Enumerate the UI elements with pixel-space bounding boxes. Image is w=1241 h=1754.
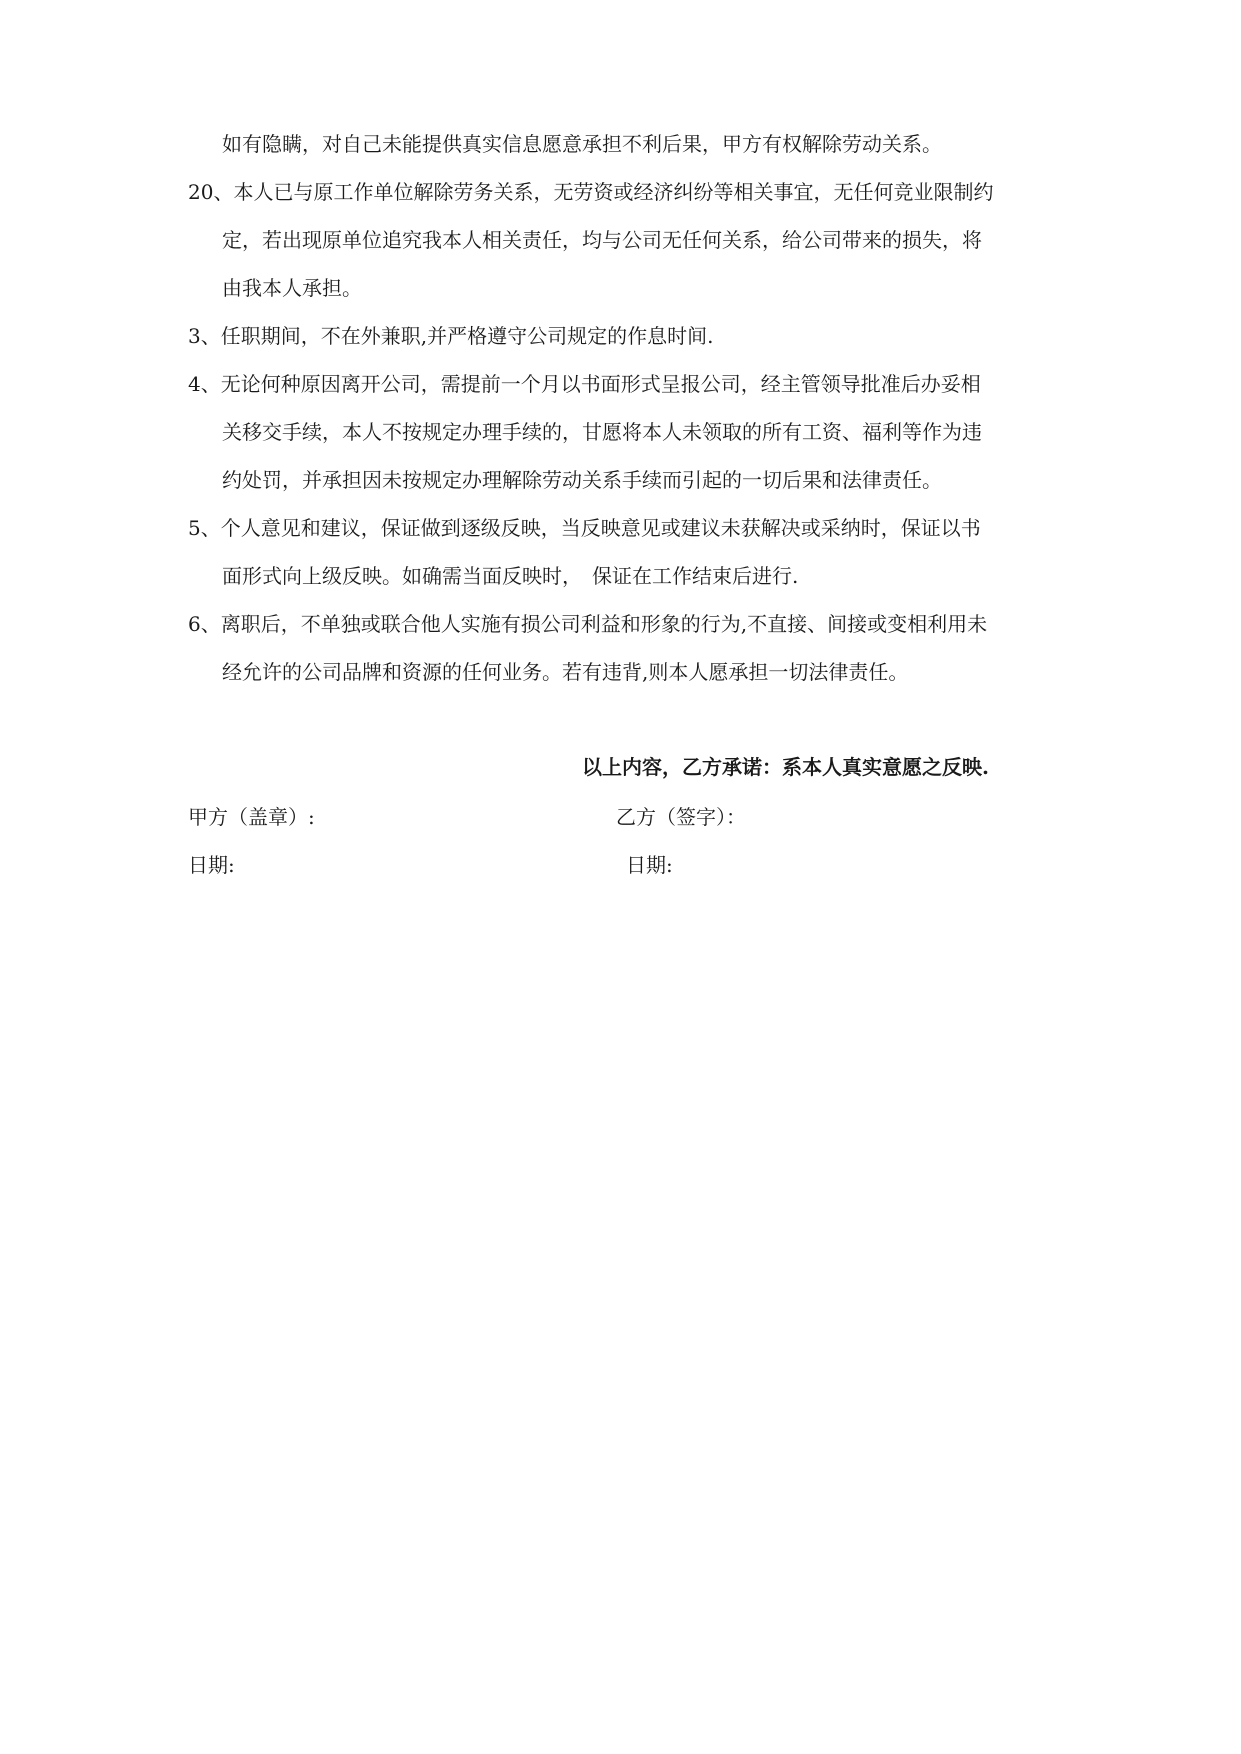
party-a-seal-label: 甲方（盖章）:	[188, 805, 315, 829]
party-b-date-label: 日期:	[626, 853, 673, 877]
clause-6-line-2: 经允许的公司品牌和资源的任何业务。若有违背,则本人愿承担一切法律责任。	[222, 660, 909, 684]
party-a-date-label: 日期:	[188, 853, 235, 877]
clause-20-line-3: 由我本人承担。	[222, 276, 362, 300]
continuation-line: 如有隐瞒，对自己未能提供真实信息愿意承担不利后果，甲方有权解除劳动关系。	[222, 132, 942, 156]
commitment-statement: 以上内容，乙方承诺：系本人真实意愿之反映.	[582, 755, 989, 779]
clause-4-line-3: 约处罚，并承担因未按规定办理解除劳动关系手续而引起的一切后果和法律责任。	[222, 468, 942, 492]
clause-4-line-1: 4、无论何种原因离开公司，需提前一个月以书面形式呈报公司，经主管领导批准后办妥相	[188, 372, 981, 396]
clause-5-line-1: 5、个人意见和建议，保证做到逐级反映，当反映意见或建议未获解决或采纳时，保证以书	[188, 516, 981, 540]
clause-3-line-1: 3、任职期间，不在外兼职,并严格遵守公司规定的作息时间.	[188, 324, 714, 348]
clause-4-line-2: 关移交手续，本人不按规定办理手续的，甘愿将本人未领取的所有工资、福利等作为违	[222, 420, 982, 444]
clause-6-line-1: 6、离职后，不单独或联合他人实施有损公司利益和形象的行为,不直接、间接或变相利用未	[188, 612, 988, 636]
clause-5-line-2: 面形式向上级反映。如确需当面反映时， 保证在工作结束后进行.	[222, 564, 799, 588]
clause-20-line-1: 20、本人已与原工作单位解除劳务关系，无劳资或经济纠纷等相关事宜，无任何竞业限制约	[188, 180, 994, 204]
clause-20-line-2: 定，若出现原单位追究我本人相关责任，均与公司无任何关系，给公司带来的损失，将	[222, 228, 982, 252]
party-b-signature-label: 乙方（签字）：	[616, 805, 746, 829]
